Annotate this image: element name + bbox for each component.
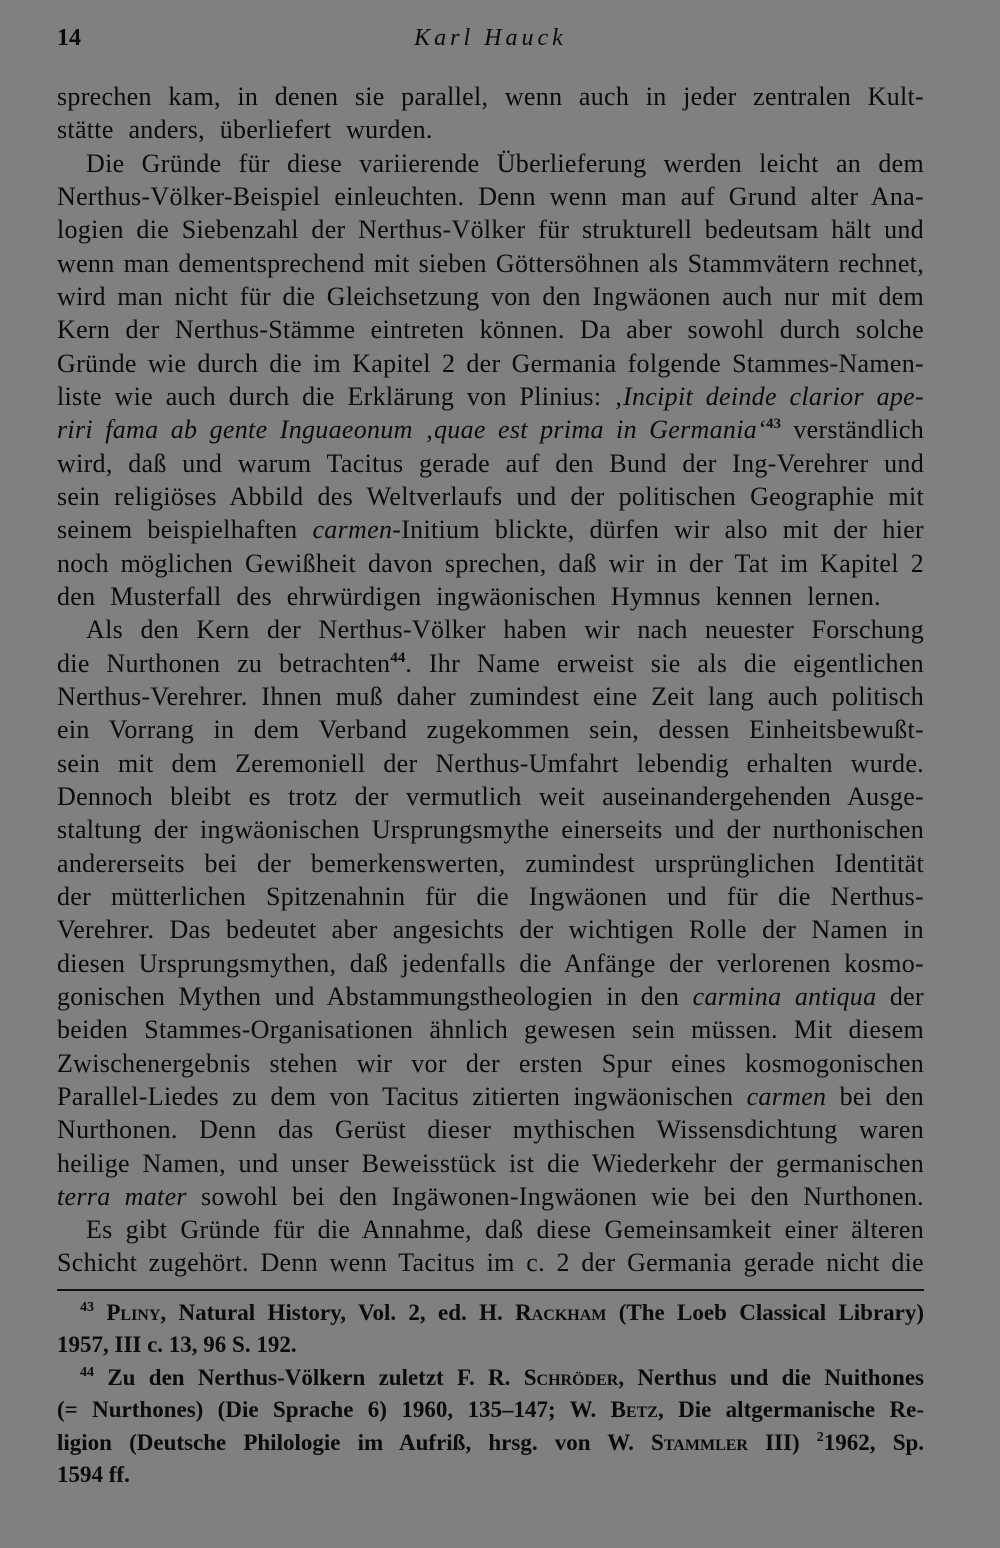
body-line: Nurthonen. Denn das Gerüst dieser mythischen Wissensdichtung waren	[57, 1115, 924, 1145]
quotation-italic: ‚Incipit deinde clarior ape-	[614, 381, 924, 411]
text-segment: (The Loeb Classical Library)	[618, 1300, 925, 1325]
text-segment: (= Nurthones) (Die Sprache 6) 1960, 135–147; W.	[57, 1397, 597, 1423]
latin-term-italic: carmen	[312, 515, 393, 545]
text-segment: , Nerthus und die Nuithones	[618, 1364, 925, 1390]
quotation-italic: riri fama ab gente Inguaeonum ‚quae est prima in Germania‘	[57, 415, 766, 445]
footnote-reference: 44	[390, 649, 406, 666]
latin-term-italic: terra mater	[57, 1181, 187, 1211]
footnote-44-line	[57, 1394, 924, 1426]
author-smallcaps: Pliny	[106, 1300, 161, 1325]
body-line: Schicht zugehört. Denn wenn Tacitus im c. 2 der Germania gerade nicht die	[57, 1248, 924, 1278]
author-smallcaps: Schröder	[523, 1364, 619, 1390]
body-line: Verehrer. Das bedeutet aber angesichts der wichtigen Rolle der Namen in	[57, 915, 924, 945]
text-segment: die Nurthonen zu betrachten	[57, 648, 391, 678]
body-line: diesen Ursprungsmythen, daß jedenfalls die Anfänge der verlorenen kosmo-	[57, 948, 924, 978]
text-segment: seinem beispielhaften	[57, 515, 298, 545]
body-line: wird man nicht für die Gleichsetzung von den Ingwäonen auch nur mit dem	[57, 281, 924, 311]
body-line: ein Vorrang in dem Verband zugekommen sein, dessen Einheitsbewußt-	[57, 715, 924, 745]
footnotes	[57, 1297, 924, 1491]
body-line: den Musterfall des ehrwürdigen ingwäonischen Hymnus kennen lernen.	[57, 581, 881, 611]
running-header	[57, 23, 924, 53]
body-line: Kern der Nerthus-Stämme eintreten können. Da aber sowohl durch solche	[57, 315, 924, 345]
body-line: Als den Kern der Nerthus-Völker haben wir nach neuester Forschung	[86, 615, 924, 645]
text-segment: , Natural History, Vol. 2, ed. H.	[160, 1300, 503, 1325]
text-segment: -Initium blickte, dürfen wir also mit der hier	[392, 515, 924, 545]
body-text	[57, 80, 924, 1280]
body-line: wenn man dementsprechend mit sieben Göttersöhnen als Stammvätern rechnet,	[57, 248, 924, 278]
footnote-44-line: 1594 ff.	[57, 1461, 130, 1487]
text-segment: sowohl bei den Ingäwonen-Ingwäonen wie bei den Nurthonen.	[201, 1181, 924, 1211]
body-line: der mütterlichen Spitzenahnin für die Ingwäonen und für die Nerthus-	[57, 881, 924, 911]
body-line: andererseits bei der bemerkenswerten, zumindest ursprünglichen Identität	[57, 848, 924, 878]
body-line: sprechen kam, in denen sie parallel, wenn auch in jeder zentralen Kult-	[57, 82, 924, 111]
author-smallcaps: Betz	[610, 1397, 658, 1423]
body-line: sein mit dem Zeremoniell der Nerthus-Umfahrt lebendig erhalten wurde.	[57, 748, 924, 778]
body-line: noch möglichen Gewißheit davon sprechen, daß wir in der Tat im Kapitel 2	[57, 548, 924, 578]
body-line: Die Gründe für diese variierende Überlieferung werden leicht an dem	[86, 148, 924, 178]
text-segment: gonischen Mythen und Abstammungstheologien in den	[57, 981, 680, 1011]
body-line: Nerthus-Völker-Beispiel einleuchten. Denn wenn man auf Grund alter Ana-	[57, 181, 924, 211]
body-line: logien die Siebenzahl der Nerthus-Völker für strukturell bedeutsam hält und	[57, 215, 924, 245]
footnote-number: 43	[80, 1300, 94, 1315]
text-segment: bei den	[839, 1081, 924, 1111]
body-line: Dennoch bleibt es trotz der vermutlich weit auseinandergehenden Ausge-	[57, 781, 924, 811]
page-number: 14	[57, 25, 81, 51]
body-line: Es gibt Gründe für die Annahme, daß diese Gemeinsamkeit einer älteren	[86, 1215, 924, 1245]
footnote-43-line	[57, 1297, 924, 1329]
running-title: Karl Hauck	[414, 25, 567, 51]
body-line: Zwischenergebnis stehen wir vor der ersten Spur eines kosmogonischen	[57, 1048, 924, 1078]
body-line: stätte anders, überliefert wurden.	[57, 115, 433, 145]
text-segment: . Ihr Name erweist sie als die eigentlichen	[405, 648, 924, 678]
text-segment: Parallel-Liedes zu dem von Tacitus zitierten ingwäonischen	[57, 1081, 734, 1111]
text-segment: , Die altgermanische Re-	[657, 1397, 924, 1423]
body-line: wird, daß und warum Tacitus gerade auf den Bund der Ing-Verehrer und	[57, 448, 924, 478]
body-line	[57, 1080, 924, 1113]
body-line	[57, 647, 924, 680]
footnote-44-line	[57, 1362, 924, 1394]
body-line: Gründe wie durch die im Kapitel 2 der Germania folgende Stammes-Namen-	[57, 348, 924, 378]
body-line: beiden Stammes-Organisationen ähnlich gewesen sein müssen. Mit diesem	[57, 1015, 924, 1045]
text-segment: ligion (Deutsche Philologie im Aufriß, hrsg. von W.	[57, 1429, 634, 1455]
body-line: heilige Namen, und unser Beweisstück ist die Wiederkehr der germanischen	[57, 1148, 924, 1178]
author-smallcaps: Rackham	[515, 1300, 607, 1325]
footnote-44-line	[57, 1427, 924, 1459]
text-segment: III)	[765, 1429, 800, 1455]
body-line: staltung der ingwäonischen Ursprungsmythe einerseits und der nurthonischen	[57, 815, 924, 845]
body-line	[57, 513, 924, 546]
text-segment: verständlich	[793, 415, 924, 445]
edition-superscript: 2	[816, 1429, 824, 1445]
text-segment: 1962, Sp.	[823, 1429, 925, 1455]
body-line: Nerthus-Verehrer. Ihnen muß daher zumindest eine Zeit lang auch politisch	[57, 681, 924, 711]
body-line	[57, 980, 924, 1013]
body-line	[57, 380, 924, 413]
text-segment: liste wie auch durch die Erklärung von Plinius:	[57, 381, 602, 411]
body-line	[57, 413, 924, 446]
footnote-43-line: 1957, III c. 13, 96 S. 192.	[57, 1332, 297, 1358]
author-smallcaps: Stammler	[651, 1429, 748, 1455]
body-line: sein religiöses Abbild des Weltverlaufs und der politischen Geographie mit	[57, 481, 924, 511]
footnote-number: 44	[80, 1364, 94, 1380]
latin-term-italic: carmina antiqua	[692, 981, 877, 1011]
body-line	[57, 1180, 924, 1213]
footnote-reference: 43	[766, 416, 781, 433]
footnote-rule	[57, 1289, 924, 1291]
latin-term-italic: carmen	[746, 1081, 827, 1111]
text-segment: Zu den Nerthus-Völkern zuletzt F. R.	[107, 1364, 511, 1390]
text-segment: der	[889, 981, 924, 1011]
